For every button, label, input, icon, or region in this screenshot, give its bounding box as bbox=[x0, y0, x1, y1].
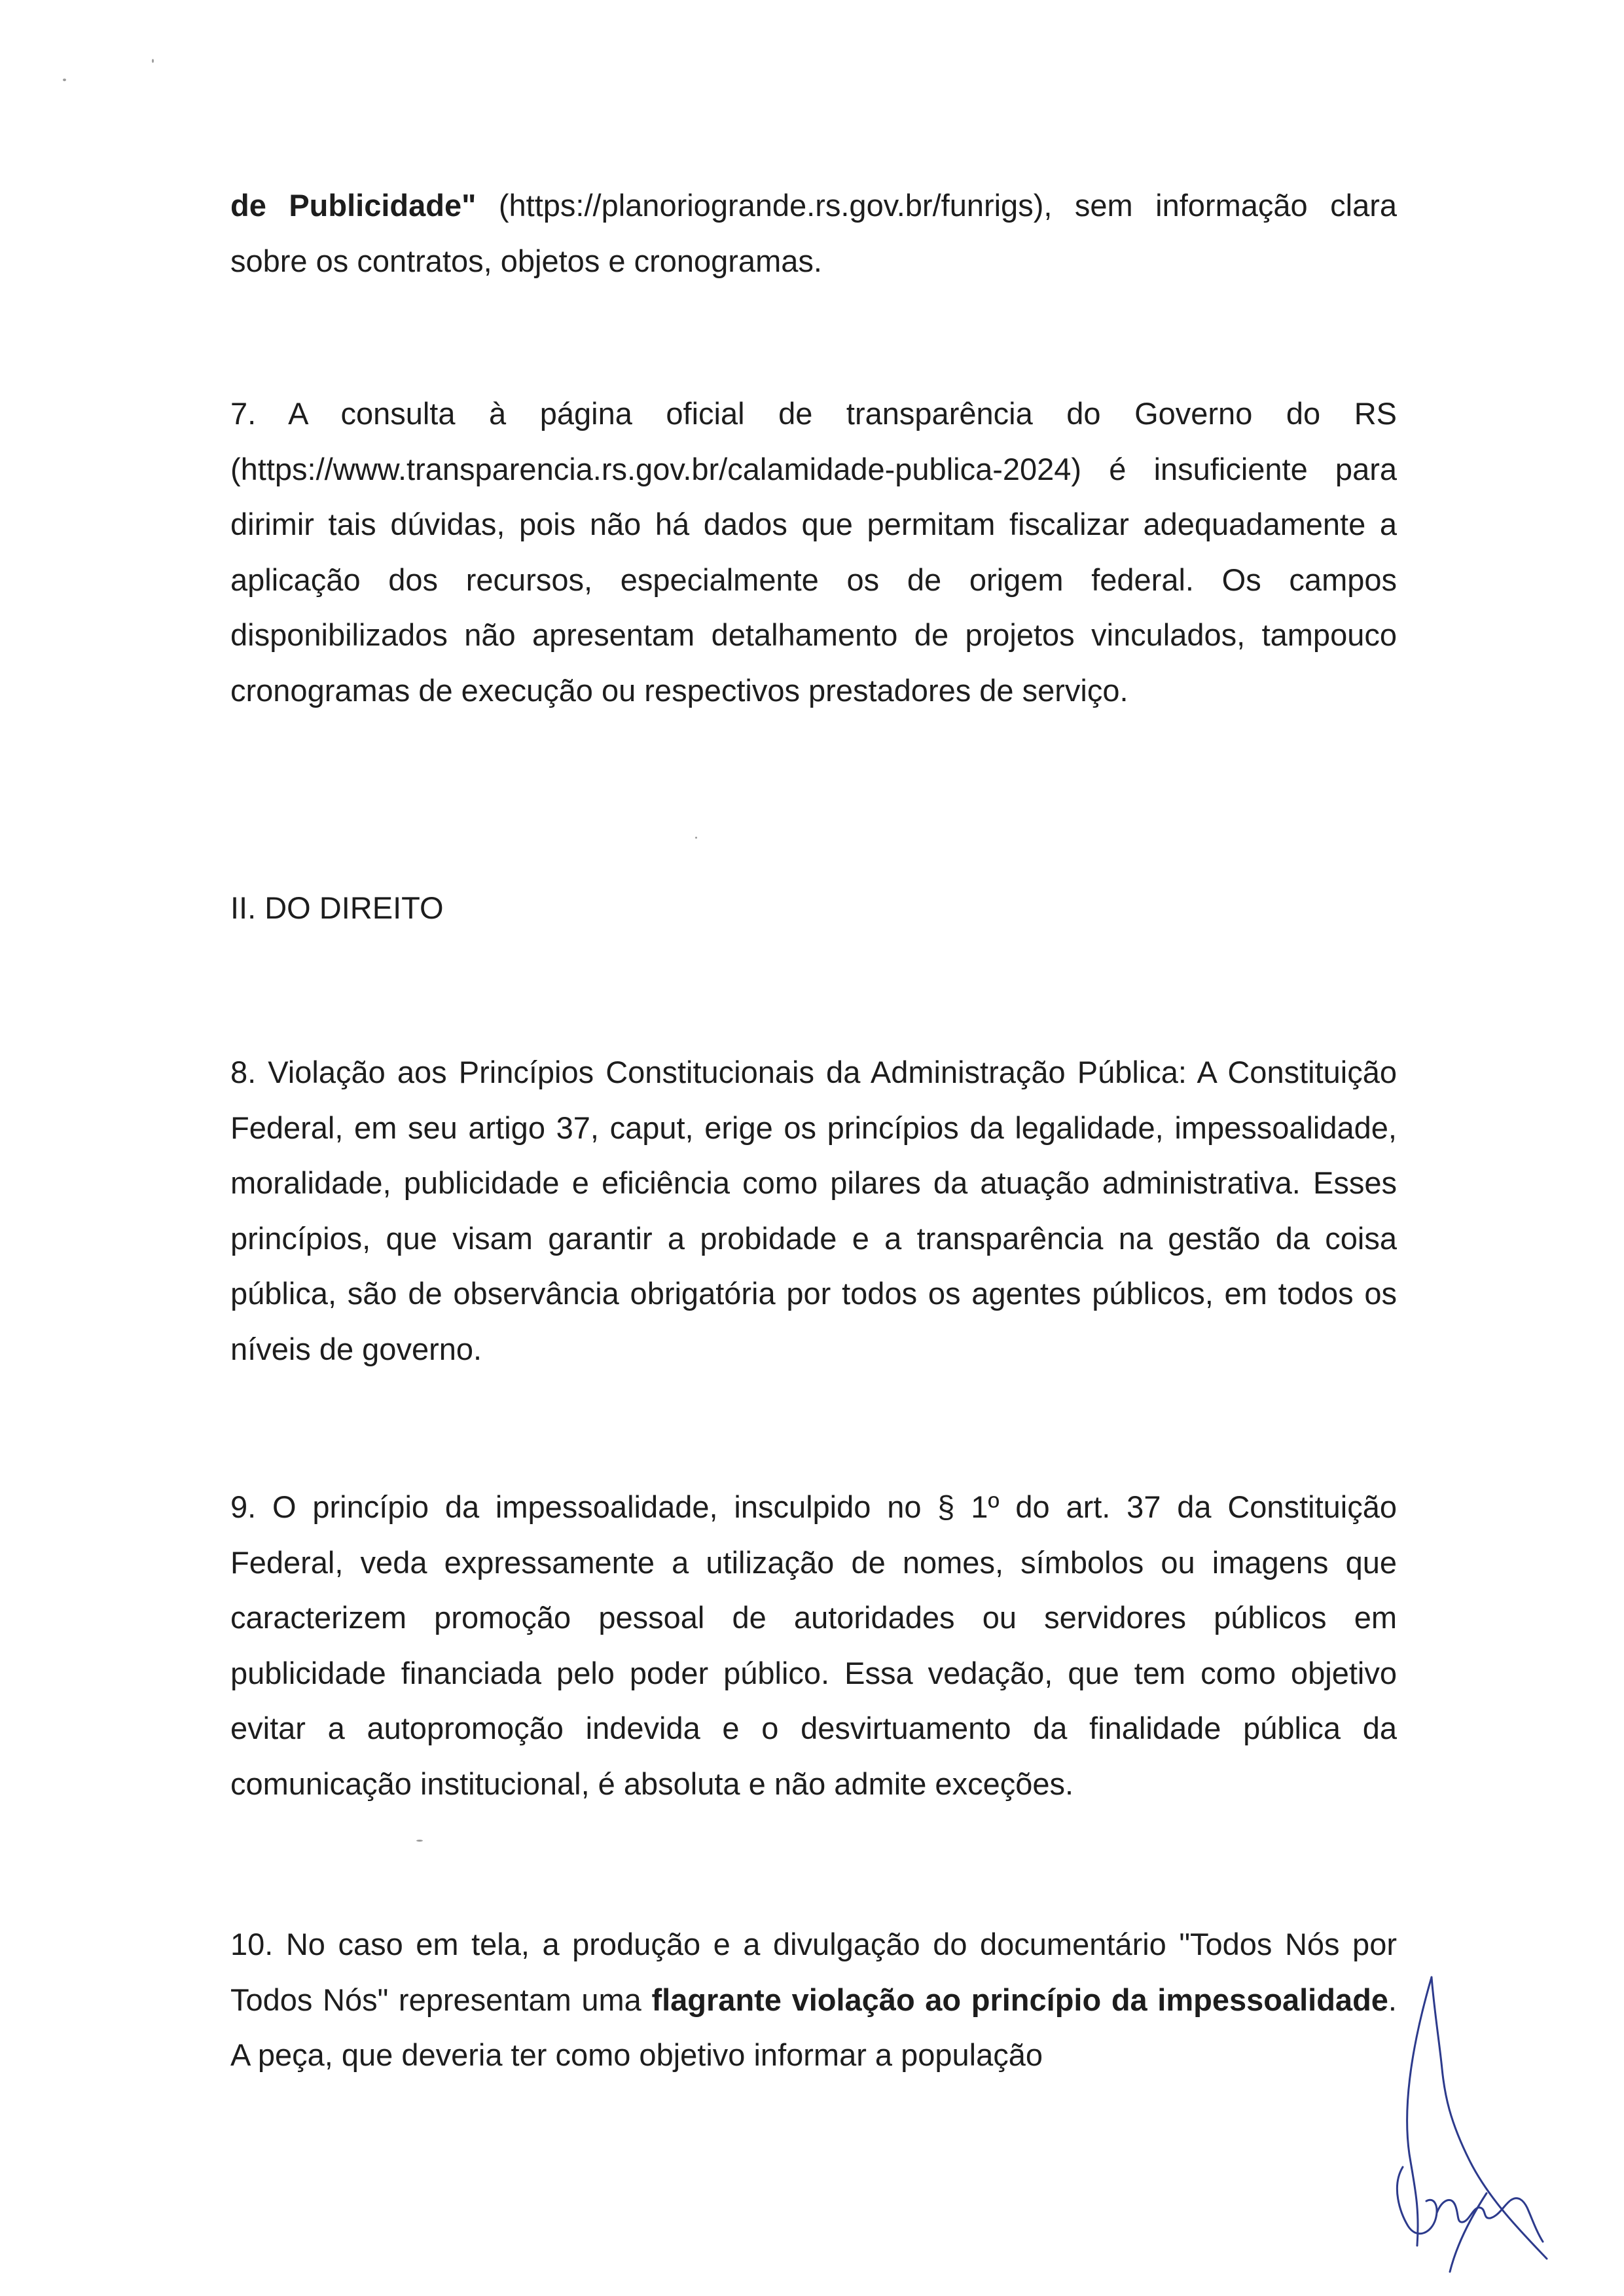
paragraph-6-tail bbox=[230, 178, 1397, 289]
paragraph-text: (https://planoriogrande.rs.gov.br/funrigs), sem informação clara sobre os contratos, objetos e cronogramas. bbox=[230, 188, 1397, 278]
bold-lead: de Publicidade" bbox=[230, 188, 477, 223]
paragraph-text: 8. Violação aos Princípios Constitucionais da Administração Pública: A Constituição Federal, em seu artigo 37, caput, erige os princípios da legalidade, impessoalidade, moralidade, publicidade e eficiência como pilares da atuação administrativa. Esses princípios, que visam garantir a probidade e a transparência na gestão da coisa pública, são de observância obrigatória por todos os agentes públicos, em todos os níveis de governo. bbox=[230, 1055, 1397, 1366]
paragraph-text: 10. No caso em tela, a produção e a divulgação do documentário "Todos Nós por Todos Nós" representam uma bbox=[230, 1927, 1397, 2017]
scan-speck bbox=[152, 59, 154, 63]
bold-emphasis: flagrante violação ao princípio da impessoalidade bbox=[651, 1982, 1388, 2017]
section-heading: II. DO DIREITO bbox=[230, 890, 444, 925]
paragraph-text: 7. A consulta à página oficial de transparência do Governo do RS (https://www.transparencia.rs.gov.br/calamidade-publica-2024) é insuficiente para dirimir tais dúvidas, pois não há dados que permitam fiscalizar adequadamente a aplicação dos recursos, especialmente os de origem federal. Os campos disponibilizados não apresentam detalhamento de projetos vinculados, tampouco cronogramas de execução ou respectivos prestadores de serviço. bbox=[230, 396, 1397, 708]
paragraph-10 bbox=[230, 1917, 1397, 2083]
paragraph-8 bbox=[230, 1045, 1397, 1377]
paragraph-9 bbox=[230, 1480, 1397, 1812]
scan-speck bbox=[695, 837, 697, 839]
paragraph-text: . A peça, que deveria ter como objetivo informar a população bbox=[230, 1982, 1397, 2072]
handwritten-signature-icon bbox=[1371, 1971, 1587, 2285]
paragraph-text: 9. O princípio da impessoalidade, insculpido no § 1º do art. 37 da Constituição Federal, veda expressamente a utilização de nomes, símbolos ou imagens que caracterizem promoção pessoal de autoridades ou servidores públicos em publicidade financiada pelo poder público. Essa vedação, que tem como objetivo evitar a autopromoção indevida e o desvirtuamento da finalidade pública da comunicação institucional, é absoluta e não admite exceções. bbox=[230, 1489, 1397, 1801]
paragraph-7 bbox=[230, 386, 1397, 718]
scan-speck bbox=[63, 79, 66, 81]
scan-speck bbox=[416, 1840, 423, 1842]
